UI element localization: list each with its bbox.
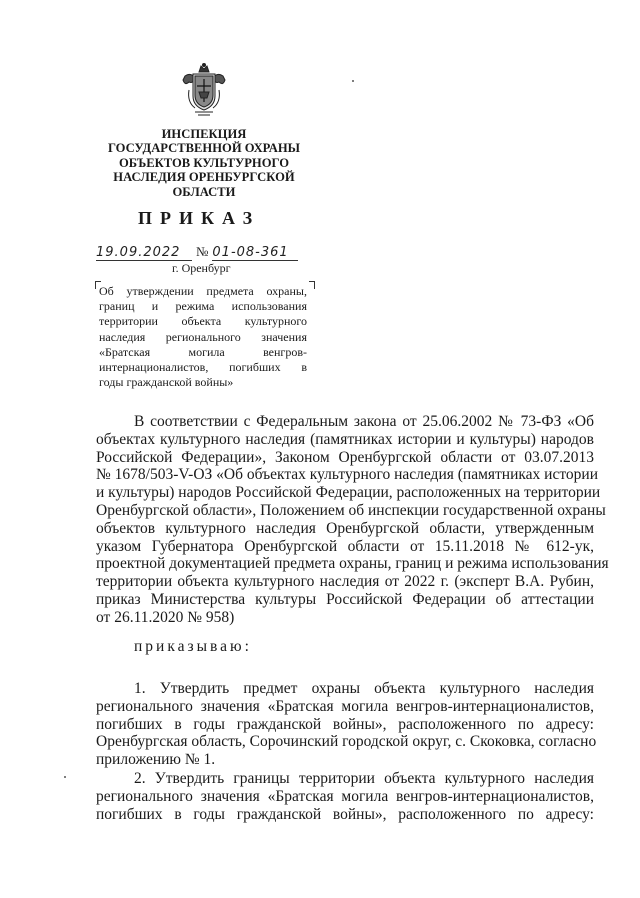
- handwritten-date: 19.09.2022: [96, 245, 192, 261]
- text-line: проектной документацией предмета охраны, границ и режима использования: [96, 555, 609, 573]
- subject-line: интернационалистов, погибших в: [99, 360, 307, 375]
- text-line: В соответствии с Федеральным закона от 25.06.2002 № 73-ФЗ «Об: [134, 413, 594, 430]
- subject-line: границ и режима использования: [99, 299, 307, 314]
- scan-speck: [64, 776, 66, 778]
- org-line: ОБЛАСТИ: [172, 184, 236, 199]
- text-line: объектов культурного наследия Оренбургской области, утвержденным: [96, 519, 594, 537]
- order-word: приказываю:: [134, 638, 252, 655]
- date-number-line: [96, 244, 298, 261]
- text-line: приложению № 1.: [96, 751, 216, 769]
- text-line: указом Губернатора Оренбургской области от 15.11.2018 № 612-ук,: [96, 537, 594, 555]
- text-line: погибших в годы гражданской войны», расположенного по адресу:: [96, 715, 594, 733]
- org-line: ГОСУДАРСТВЕННОЙ ОХРАНЫ: [107, 141, 301, 156]
- subject-line: территории объекта культурного: [99, 314, 307, 329]
- subject-line: наследия регионального значения: [99, 329, 307, 344]
- text-line: Оренбургской области», Положением об инспекции государственной охраны: [96, 501, 606, 519]
- coat-of-arms-icon: [181, 62, 227, 118]
- bracket-right: [309, 281, 315, 289]
- text-line: объектах культурного наследия (памятниках истории и культуры) народов: [96, 430, 594, 448]
- text-line: территории объекта культурного наследия от 2022 г. (эксперт В.А. Рубин,: [96, 573, 594, 591]
- document-type-title: ПРИКАЗ: [138, 208, 261, 228]
- text-line: от 26.11.2020 № 958): [96, 608, 235, 626]
- order-item-1: [96, 680, 597, 769]
- number-sign: №: [196, 244, 209, 259]
- text-line: и культуры) народов Российской Федерации, расположенных на территории: [96, 484, 601, 502]
- org-line: ОБЪЕКТОВ КУЛЬТУРНОГО: [118, 155, 290, 170]
- text-line: регионального значения «Братская могила венгров-интернационалистов,: [96, 787, 594, 805]
- issuing-authority: [96, 127, 312, 199]
- text-line: 1. Утвердить предмет охраны объекта культурного наследия: [134, 680, 594, 697]
- text-line: 2. Утвердить границы территории объекта культурного наследия: [134, 770, 594, 787]
- subject-line: Об утверждении предмета охраны,: [99, 284, 307, 298]
- text-line: регионального значения «Братская могила венгров-интернационалистов,: [96, 697, 594, 715]
- text-line: № 1678/503-V-ОЗ «Об объектах культурного наследия (памятниках истории: [96, 466, 599, 484]
- org-line: ИНСПЕКЦИЯ: [161, 127, 247, 141]
- handwritten-number: 01-08-361: [212, 245, 298, 261]
- text-line: погибших в годы гражданской войны», расположенного по адресу:: [96, 805, 594, 823]
- preamble-paragraph: [96, 413, 609, 627]
- subject-line: годы гражданской войны»: [99, 375, 234, 390]
- text-line: Оренбургская область, Сорочинский городской округ, с. Скоковка, согласно: [96, 733, 597, 751]
- order-item-2: [96, 770, 594, 823]
- org-line: НАСЛЕДИЯ ОРЕНБУРГСКОЙ: [113, 170, 295, 185]
- city-label: г. Оренбург: [172, 261, 231, 275]
- scan-speck: [352, 80, 354, 82]
- order-subject: [99, 284, 307, 390]
- subject-line: «Братская могила венгров-: [99, 344, 307, 359]
- text-line: Российской Федерации», Законом Оренбургской области от 03.07.2013: [96, 448, 594, 466]
- text-line: приказ Министерства культуры Российской Федерации об аттестации: [96, 590, 594, 608]
